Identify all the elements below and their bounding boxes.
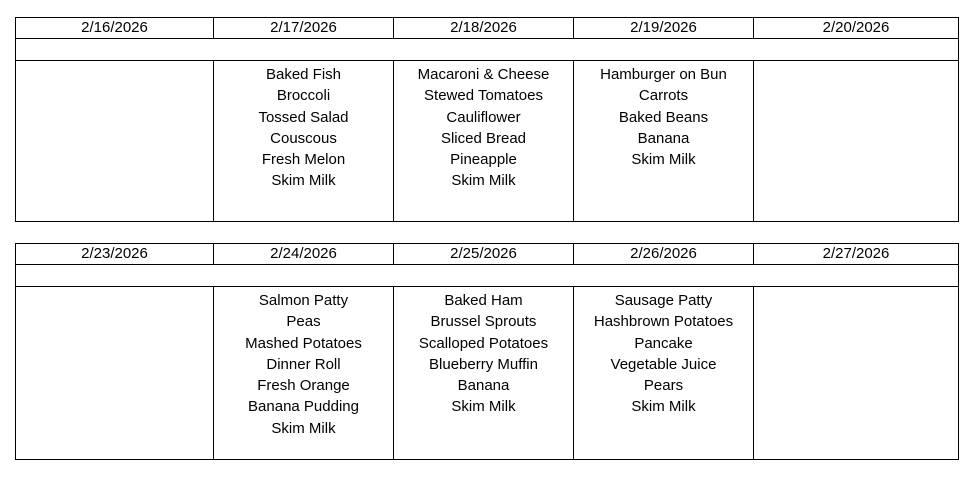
meal-item: Skim Milk — [271, 419, 336, 437]
date-cell: 2/20/2026 — [754, 18, 959, 39]
meal-item: Banana — [457, 377, 510, 395]
date-cell: 2/24/2026 — [214, 244, 394, 265]
date-cell: 2/27/2026 — [754, 244, 959, 265]
menu-row — [16, 287, 959, 460]
meal-item: Peas — [286, 313, 321, 331]
meal-item: Cauliflower — [446, 108, 521, 126]
meal-item: Fresh Orange — [257, 377, 350, 395]
date-cell: 2/17/2026 — [214, 18, 394, 39]
date-cell: 2/25/2026 — [394, 244, 574, 265]
week-table — [15, 17, 959, 222]
meal-item: Skim Milk — [451, 172, 516, 190]
week-table — [15, 243, 959, 460]
menu-cell — [394, 287, 574, 460]
blank-cell — [16, 39, 959, 61]
meal-item: Skim Milk — [271, 172, 336, 190]
date-cell: 2/16/2026 — [16, 18, 214, 39]
meal-item: Salmon Patty — [258, 292, 349, 309]
menu-cell — [574, 287, 754, 460]
menu-cell — [214, 287, 394, 460]
blank-cell — [16, 265, 959, 287]
meal-item: Vegetable Juice — [610, 355, 717, 373]
menu-cell — [754, 61, 959, 222]
blank-row — [16, 265, 959, 287]
meal-item: Stewed Tomatoes — [424, 87, 543, 105]
meal-item: Banana — [637, 129, 690, 147]
meal-item: Dinner Roll — [266, 355, 341, 373]
meal-item: Skim Milk — [451, 398, 516, 416]
meal-item: Skim Milk — [631, 398, 696, 416]
meal-item: Skim Milk — [631, 151, 696, 169]
meal-item: Couscous — [270, 129, 337, 147]
meal-item: Blueberry Muffin — [429, 355, 538, 373]
meal-item: Fresh Melon — [261, 151, 346, 169]
meal-item: Pineapple — [450, 151, 517, 169]
meal-item: Carrots — [638, 87, 689, 105]
menu-cell — [394, 61, 574, 222]
date-header-row — [16, 18, 959, 39]
meal-item: Macaroni & Cheese — [417, 66, 550, 83]
menu-cell — [214, 61, 394, 222]
menu-cell — [16, 287, 214, 460]
date-cell: 2/23/2026 — [16, 244, 214, 265]
meal-item: Scalloped Potatoes — [418, 334, 549, 352]
date-cell: 2/26/2026 — [574, 244, 754, 265]
date-header-row — [16, 244, 959, 265]
meal-item: Sausage Patty — [614, 292, 713, 309]
meal-item: Brussel Sprouts — [430, 313, 537, 331]
meal-item: Broccoli — [276, 87, 331, 105]
meal-item: Pancake — [634, 334, 693, 352]
meal-item: Banana Pudding — [248, 398, 359, 416]
date-cell: 2/19/2026 — [574, 18, 754, 39]
menu-row — [16, 61, 959, 222]
menu-cell — [16, 61, 214, 222]
meal-item: Pears — [643, 377, 684, 395]
meal-item: Baked Ham — [444, 292, 523, 309]
meal-item: Baked Fish — [265, 66, 342, 83]
menu-cell — [754, 287, 959, 460]
meal-item: Baked Beans — [618, 108, 709, 126]
date-cell: 2/18/2026 — [394, 18, 574, 39]
meal-item: Hamburger on Bun — [600, 66, 727, 83]
menu-cell — [574, 61, 754, 222]
meal-item: Mashed Potatoes — [245, 334, 362, 352]
blank-row — [16, 39, 959, 61]
meal-item: Hashbrown Potatoes — [593, 313, 734, 331]
meal-item: Tossed Salad — [258, 108, 349, 126]
meal-item: Sliced Bread — [440, 129, 527, 147]
